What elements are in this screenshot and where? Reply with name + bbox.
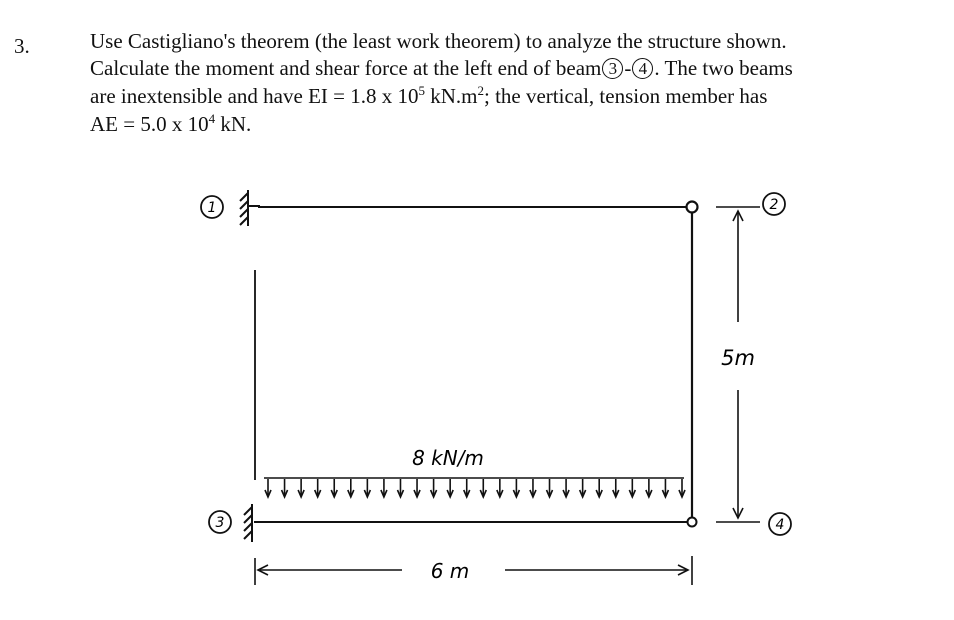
node-3-badge [209,511,231,533]
height-label: 5m [721,346,755,370]
ae-exponent: 4 [208,111,216,126]
line4-text-a: AE = 5.0 x 10 [90,112,209,136]
node-1-badge [201,196,223,218]
node-4-label: 4 [775,517,785,533]
load-arrows [265,479,685,497]
distributed-load [264,478,685,497]
dash: - [624,56,632,80]
line3-text-b: kN.m [424,84,478,108]
line3-text-c: ; the vertical, tension member has [483,84,768,108]
pin-node-2 [687,202,698,213]
ei-exponent: 5 [418,83,425,98]
node-1-label: 1 [207,200,217,216]
problem-line-1: Use Castigliano's theorem (the least work theorem) to analyze the structure shown. [90,29,787,53]
span-dimension [255,556,692,585]
unit-exponent: 2 [477,83,484,98]
line2-text-b: . The two beams [654,56,793,80]
fixed-support-bottom [244,504,252,542]
problem-number: 3. [14,34,30,58]
fixed-support-top [240,190,260,226]
node-2-badge [763,193,785,215]
span-label: 6 m [430,559,470,583]
line2-text-a: Calculate the moment and shear force at the left end of beam [90,56,602,80]
node-3-label: 3 [215,515,225,531]
node-3-inline-badge: 3 [602,58,623,79]
line4-text-b: kN. [215,112,252,136]
node-2-label: 2 [769,197,779,213]
node-4-inline-badge: 4 [632,58,653,79]
line3-text-a: are inextensible and have EI = 1.8 x 10 [90,84,419,108]
node-4-badge [769,513,791,535]
load-label: 8 kN/m [412,446,484,470]
pin-node-4 [688,518,697,527]
